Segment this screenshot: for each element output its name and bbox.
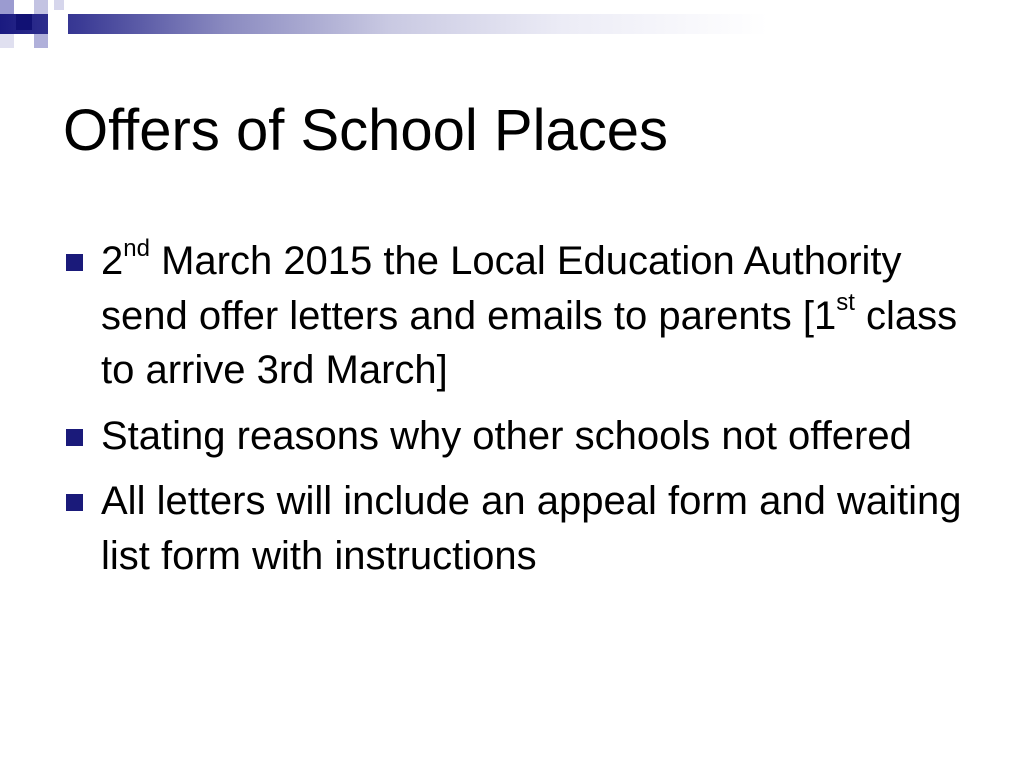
bullet-text-part: March 2015 the Local Education Authority send offer letters and emails to parents [1 — [101, 239, 902, 338]
decor-square — [34, 34, 48, 48]
bullet-item — [63, 409, 963, 464]
bullet-text-part: class to arrive 3rd March] — [101, 293, 958, 392]
bullet-text-part: Stating reasons why other schools not offered — [101, 413, 912, 458]
bullet-item — [63, 474, 963, 583]
square-bullet-icon — [66, 254, 83, 271]
slide-title: Offers of School Places — [63, 98, 669, 163]
bullet-text-part: All letters will include an appeal form and waiting list form with instructions — [101, 479, 962, 578]
bullet-item — [63, 234, 963, 398]
bullet-text-part: 2 — [101, 239, 124, 283]
ordinal-suffix: nd — [123, 234, 150, 262]
bullet-list — [63, 234, 963, 594]
square-bullet-icon — [66, 494, 83, 511]
decor-square — [34, 0, 48, 14]
square-bullet-icon — [66, 429, 83, 446]
decor-square — [0, 34, 14, 48]
decor-square — [48, 14, 68, 34]
decor-square — [0, 0, 14, 14]
decor-square — [54, 0, 64, 10]
ordinal-suffix: st — [836, 289, 855, 317]
header-gradient-bar — [0, 14, 1024, 34]
decor-square — [16, 14, 32, 30]
